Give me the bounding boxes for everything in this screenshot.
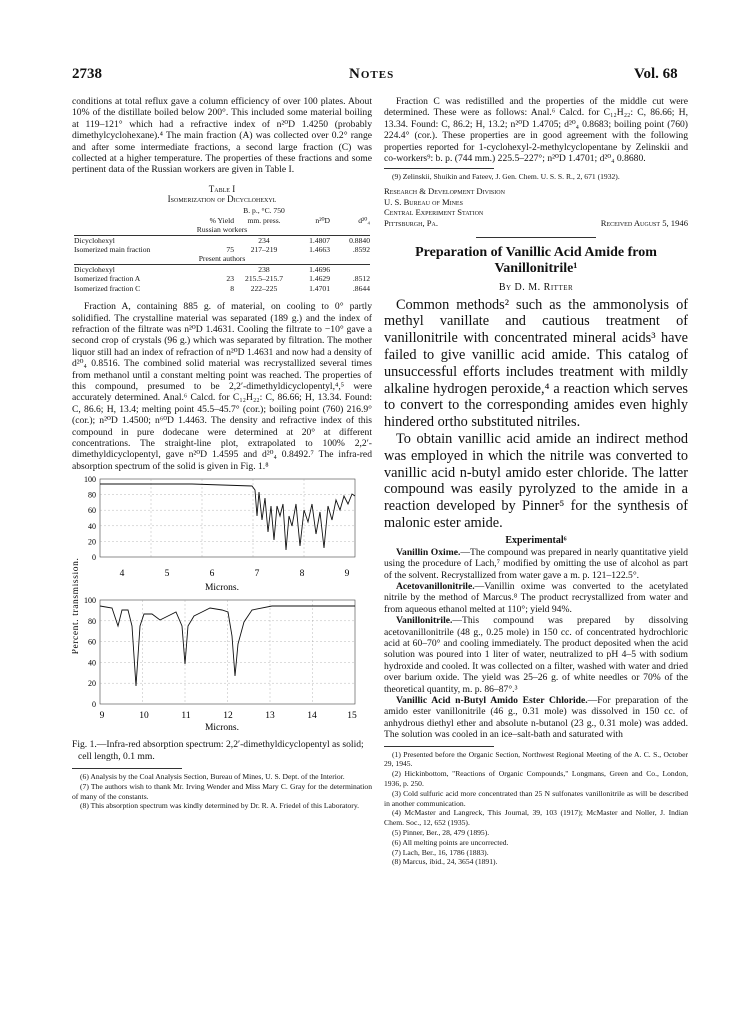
spectrum-trace-top [100, 484, 355, 550]
paragraph: Fraction C was redistilled and the properties of the middle cut were determined. These were as follows: Anal.⁶ Calcd. for C₁₂H₂₂: C, 86.66; H, 13.34. Found: C, 86.2; H, 13.2; n²⁰D 1.4705; d²⁰₄ 0.8683; boiling point (760) 224.4° (cor.). These properties are in good agreement with the following properties reported for 1-cyclohexyl-2-methylcyclopentane by Zelinskii and co-workers⁹: b. p. (744 mm.) 225.5–227°; n²⁰D 1.4701; d²⁰₄ 0.8680. [384, 96, 688, 165]
table-group-label: Russian workers [196, 225, 248, 235]
column-header-yield: % Yield [209, 215, 234, 225]
tick-label: 0 [92, 700, 96, 710]
paragraph: conditions at total reflux gave a column efficiency of over 100 plates. About 10% of the distillate boiled below 200°. This included some material boiling at 119–121° which had a refractive index of n²⁰D 1.4250 (probably dimethylcyclohexane).⁴ The main fraction (A) was collected over 0.2° range and after some intermediate fractions, a second large fraction (C) was collected at a higher temperature. The properties of these fractions and some pertinent data of the Russian workers are given in Table I. [72, 96, 372, 176]
run-in-heading: Acetovanillonitrile. [396, 580, 475, 592]
footnote: (5) Pinner, Ber., 28, 479 (1895). [392, 828, 490, 838]
tick-label: 4 [119, 569, 125, 580]
figure-ir-spectrum [72, 476, 372, 762]
tick-label: 7 [254, 569, 260, 580]
tick-label: 100 [84, 596, 96, 606]
paragraph-text: —The compound was prepared in nearly quantitative yield using the procedure of Lach,⁷ modified by omitting the use of alcohol as part of the solvent. Recrystallized from water gave a m. p. 121–122.5°. [384, 546, 688, 581]
bottom-panel [84, 596, 357, 730]
table-cell: 215.5–215.7 [245, 274, 283, 284]
table-row [72, 245, 372, 254]
table-cell: 0.8840 [349, 235, 370, 245]
table-row [72, 274, 372, 283]
footnote: (8) Marcus, ibid., 24, 3654 (1891). [392, 857, 498, 867]
paragraph: To obtain vanillic acid amide an indirect method was employed in which the nitrile was converted to vanillic acid n-butyl amido ester chloride. The latter compound was easily pyrolyzed to the amide in a reaction developed by Pinner⁵ for the synthesis of malonic ester amide. [384, 430, 688, 531]
table-cell: Isomerized fraction C [74, 283, 141, 293]
tick-label: 40 [88, 521, 96, 531]
tick-label: 80 [88, 490, 96, 500]
data-table [72, 206, 372, 293]
footnote: (7) Lach, Ber., 16, 1786 (1883). [392, 847, 489, 857]
author-address [384, 186, 688, 228]
left-column [72, 96, 372, 811]
y-axis-label: Percent. transmission. [72, 557, 81, 655]
x-axis-label: Microns. [204, 723, 240, 731]
table-isomerization [72, 185, 372, 293]
tick-label: 80 [88, 616, 96, 626]
tick-label: 8 [299, 569, 305, 580]
table-cell: .8644 [352, 283, 370, 293]
table-label: Table I [208, 183, 236, 194]
table-cell: 1.4663 [309, 245, 330, 255]
table-cell: 23 [226, 274, 234, 284]
address-line: Pittsburgh, Pa. [384, 218, 439, 229]
column-header-d: d²⁰₄ [358, 215, 370, 225]
table-cell: 217–219 [250, 245, 278, 255]
tick-label: 20 [88, 679, 96, 689]
page-number: 2738 [72, 66, 102, 82]
footnote: (1) Presented before the Organic Section, Northwest Regional Meeting of the A. C. S., October 29, 1945. [384, 749, 688, 769]
tick-label: 20 [88, 537, 96, 547]
table-group-label: Present authors [198, 254, 246, 264]
paragraph [384, 547, 688, 581]
address-line: Research & Development Division [384, 186, 505, 197]
table-cell: 238 [258, 264, 270, 274]
table-cell: 222–225 [250, 283, 278, 293]
table-cell: 234 [258, 235, 270, 245]
table-cell: 1.4701 [309, 283, 330, 293]
address-line: Central Experiment Station [384, 207, 484, 218]
tick-label: 60 [88, 637, 96, 647]
table-cell: .8512 [352, 274, 370, 284]
table-cell [196, 265, 236, 274]
run-in-heading: Vanillic Acid n-Butyl Amido Ester Chloride. [396, 695, 588, 707]
top-panel [84, 476, 355, 593]
tick-label: 10 [139, 711, 149, 722]
table-row [72, 236, 372, 245]
table-cell: Isomerized fraction A [74, 274, 141, 284]
footnote: (3) Cold sulfuric acid more concentrated than 25 N sulfonates vanillonitrile as will be described in another communication. [384, 788, 688, 808]
table-row [72, 284, 372, 293]
footnote: (6) All melting points are uncorrected. [392, 837, 509, 847]
table-cell [332, 265, 372, 274]
x-axis-label: Microns. [204, 583, 240, 594]
table-cell: 1.4696 [309, 264, 330, 274]
tick-label: 13 [265, 711, 275, 722]
ir-spectrum-plot [72, 476, 372, 730]
run-in-heading: Vanillin Oxime. [396, 546, 461, 558]
section-heading: Experimental⁶ [505, 534, 567, 546]
table-cell: 1.4807 [309, 235, 330, 245]
table-cell: .8592 [352, 245, 370, 255]
column-header-nd: n²⁰D [315, 215, 330, 225]
tick-label: 6 [209, 569, 215, 580]
footnotes-right [384, 750, 688, 868]
address-line: U. S. Bureau of Mines [384, 196, 463, 207]
table-title: Isomerization of Dicyclohexyl [167, 193, 277, 204]
tick-label: 5 [164, 569, 170, 580]
paragraph: Common methods² such as the ammonolysis of methyl vanillate and cautious treatment of vanillonitrile with concentrated mineral acids³ have failed to give vanillic acid amide. This catalog of unsuccessful efforts includes treatment with mildly alkaline hydrogen peroxide,⁴ a reaction which serves to convert to the corresponding amides even highly hindered ortho substituted nitriles. [384, 296, 688, 431]
table-header-row [72, 206, 372, 225]
footnote: (4) McMaster and Langreck, This Journal, 39, 103 (1917); McMaster and Noller, J. Indian Chem. Soc., 12, 652 (1935). [384, 808, 688, 828]
table-cell: 75 [226, 245, 234, 255]
table-cell: Isomerized main fraction [74, 245, 151, 255]
table-cell: Dicyclohexyl [74, 264, 115, 274]
tick-label: 9 [99, 711, 105, 722]
run-in-heading: Vanillonitrile. [396, 615, 453, 627]
right-column [384, 96, 688, 867]
tick-label: 15 [347, 711, 357, 722]
footnote: (6) Analysis by the Coal Analysis Section, Bureau of Mines, U. S. Dept. of the Interior. [80, 772, 345, 781]
paragraph [384, 695, 688, 741]
volume-label: Vol. 68 [634, 66, 678, 82]
paragraph-text: —This compound was prepared by dissolving acetovanillonitrile (48 g., 0.25 mole) in 150 cc. of concentrated hydrochloric acid at 60–70° and cooling immediately. The product deposited when the acid solution was poured into 1 liter of water, neutralized to pH 4–5 with sodium hydroxide and cooled. It was collected on a filter, washed with water and dried over barium oxide. The yield was 25–26 g. of white needles or 70% of the theoretical quantity, m. p. 86–87°.³ [384, 615, 688, 695]
table-cell: Dicyclohexyl [74, 235, 115, 245]
table-cell: 8 [230, 283, 234, 293]
tick-label: 0 [92, 553, 96, 563]
table-cell [196, 236, 236, 245]
table-row [72, 265, 372, 274]
tick-label: 12 [223, 711, 233, 722]
paragraph-text: —For preparation of the amido ester vanillonitrile (46 g., 0.31 mole) was dissolved in 150 cc. of anhydrous diethyl ether and absolute n-butanol (23 g., 0.31 mole) was added. The solution was cooled in an ice–salt-bath and saturated with [384, 695, 689, 741]
paragraph [384, 581, 688, 615]
paragraph [384, 615, 688, 695]
received-date: Received August 5, 1946 [600, 218, 688, 229]
tick-label: 100 [84, 476, 96, 485]
article-title: Preparation of Vanillic Acid Amide from Vanillonitrile¹ [415, 244, 657, 276]
tick-label: 40 [88, 658, 96, 668]
paragraph: Fraction A, containing 885 g. of material, on cooling to 0° partly solidified. The crystalline material was separated (189 g.) and the index of refraction of the filtrate was n²⁰D 1.4631. Cooling the filtrate to −10° gave a second crop of crystals (96 g.) which was separated by filtration. The mother liquor still had an index of refraction of n²⁰D 1.4631 and now had a density of d²⁰₄ 0.8516. The combined solid material was recrystallized several times from methanol until a constant melting point was reached. The properties of this compound, presumed to be 2,2′-dimethyldicyclopentyl,⁴,⁵ were accurately determined. Anal.⁶ Calcd. for C₁₂H₂₂: C, 86.66; H, 13.34. Found: C, 86.6; H, 13.4; melting point 45.5–45.7° (cor.); boiling point (760) 216.9° (cor.); n²⁰D 1.4500; n⁶⁰D 1.4463. The density and refractive index of this compound in pure dodecane were determined at 20° at different concentrations. The straight-line plot, extrapolated to 100% 2,2′-dimethyldicyclopentyl, gave n²⁰D 1.4595 and d²⁰₄ 0.8492.⁷ The infra-red absorption spectrum of the solid is given in Fig. 1.⁸ [72, 301, 372, 472]
footnotes-left [72, 772, 372, 811]
tick-label: 14 [307, 711, 317, 722]
top-panel-frame [100, 479, 355, 557]
paragraph-text: —Vanillin oxime was converted to the acetylated nitrile by the method of Marcus.⁸ The product recrystallized from water and from aqueous ethanol melted at 110°; yield 94%. [384, 580, 688, 615]
byline: By D. M. Ritter [498, 281, 574, 293]
footnote: (7) The authors wish to thank Mr. Irving Wender and Miss Mary C. Gray for the determination of many of the constants. [72, 781, 372, 801]
running-head: Notes [349, 66, 395, 82]
footnote: (2) Hickinbottom, "Reactions of Organic Compounds," Longmans, Green and Co., London, 1936, p. 250. [384, 769, 688, 789]
tick-label: 60 [88, 506, 96, 516]
table-cell: 1.4629 [309, 274, 330, 284]
figure-caption: Fig. 1.—Infra-red absorption spectrum: 2,2′-dimethyldicyclopentyl as solid; cell length, 0.1 mm. [72, 739, 364, 762]
tick-label: 9 [344, 569, 350, 580]
tick-label: 11 [181, 711, 191, 722]
footnote: (9) Zelinskii, Shuikin and Fateev, J. Gen. Chem. U. S. S. R., 2, 671 (1932). [392, 172, 620, 182]
footnote: (8) This absorption spectrum was kindly determined by Dr. R. A. Friedel of this Laboratory. [80, 801, 360, 811]
column-header-bp: B. p., °C. 750 mm. press. [243, 206, 285, 225]
